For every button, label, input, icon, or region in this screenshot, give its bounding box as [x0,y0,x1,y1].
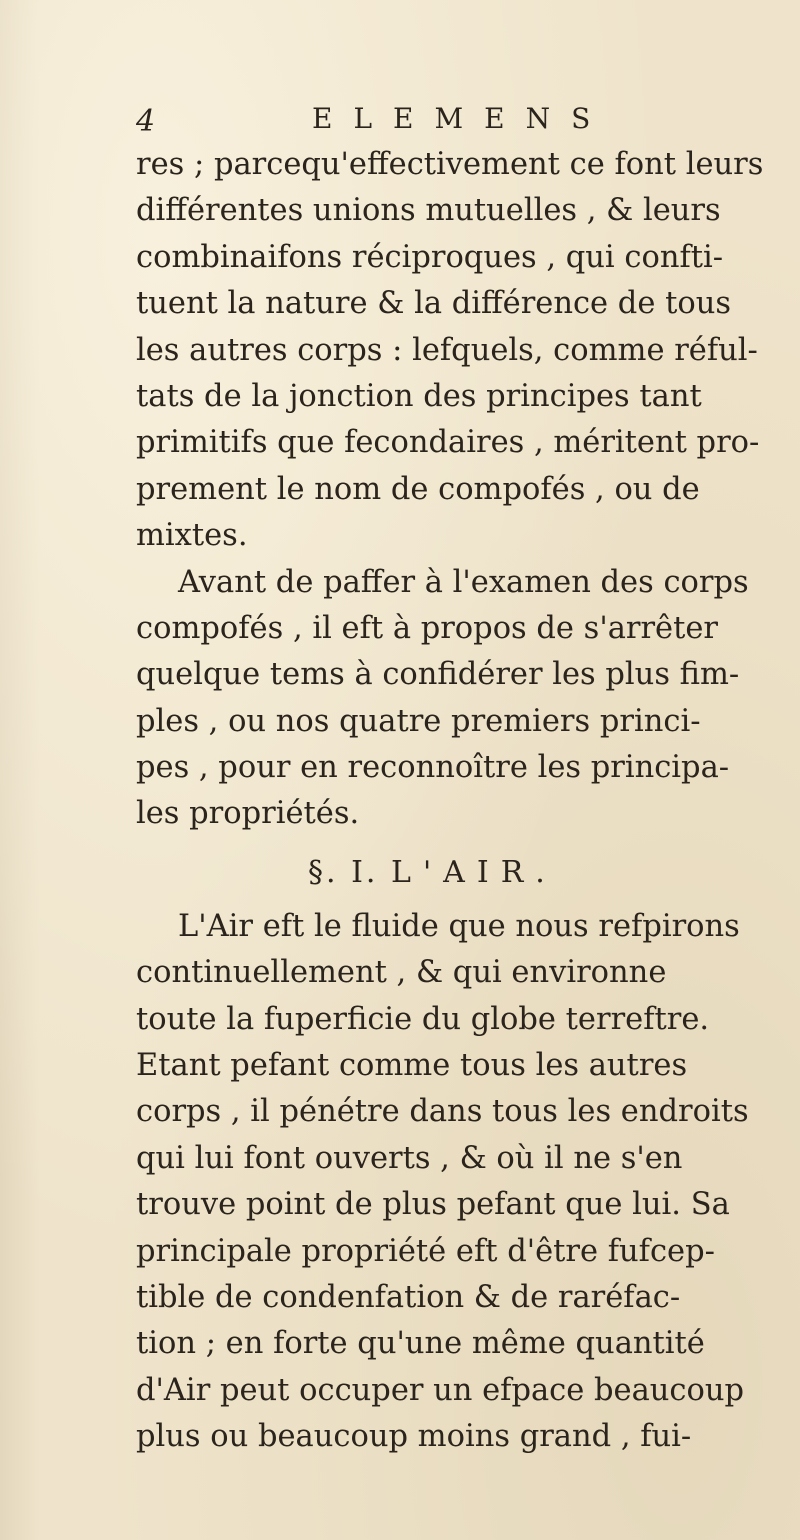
text-line: prement le nom de compofés , ou de [136,471,700,507]
paragraph-3 [136,904,796,1461]
paragraph-2 [136,560,796,838]
text-line: corps , il pénétre dans tous les endroits [136,1094,749,1130]
section-heading [136,842,796,904]
text-line: qui lui font ouverts , & où il ne s'en [136,1140,683,1176]
text-line: ples , ou nos quatre premiers princi- [136,703,701,739]
text-line: Etant pefant comme tous les autres [136,1048,688,1084]
text-line: tible de condenfation & de raréfac- [136,1279,681,1315]
text-line: les autres corps : lefquels, comme réful- [136,332,758,368]
text-line: tats de la jonction des principes tant [136,378,702,414]
paragraph-1 [136,142,796,560]
text-line: trouve point de plus pefant que lui. Sa [136,1187,730,1223]
text-line: mixtes. [136,518,248,554]
text-line: tion ; en forte qu'une même quantité [136,1326,705,1362]
text-line: res ; parcequ'effectivement ce font leurs [136,147,764,182]
text-line: toute la fuperficie du globe terreftre. [136,1001,710,1037]
text-line: les propriétés. [136,796,360,832]
text-line: pes , pour en reconnoître les principa- [136,750,730,786]
text-line: différentes unions mutuelles , & leurs [136,193,721,229]
text-line: Avant de paffer à l'examen des corps [178,564,749,600]
text-line: quelque tems à confidérer les plus fim- [136,657,740,693]
text-line: d'Air peut occuper un efpace beaucoup [136,1372,745,1408]
text-line: principale propriété eft d'être fufcep- [136,1233,715,1269]
text-line: combinaifons réciproques , qui confti- [136,239,724,275]
section-number: §. I. [308,854,379,890]
text-line: tuent la nature & la différence de tous [136,286,731,322]
section-title: L'AIR. [391,854,557,890]
text-block [136,100,796,1461]
page-number: 4 [136,104,156,139]
text-line: continuellement , & qui environne [136,955,667,991]
text-line: L'Air eft le fluide que nous refpirons [178,908,740,944]
text-line: compofés , il eft à propos de s'arrêter [136,610,718,646]
text-line: primitifs que fecondaires , méritent pro- [136,425,760,461]
text-line: plus ou beaucoup moins grand , fui- [136,1419,692,1455]
running-head: ELEMENS [312,102,612,135]
page-header [136,100,796,142]
